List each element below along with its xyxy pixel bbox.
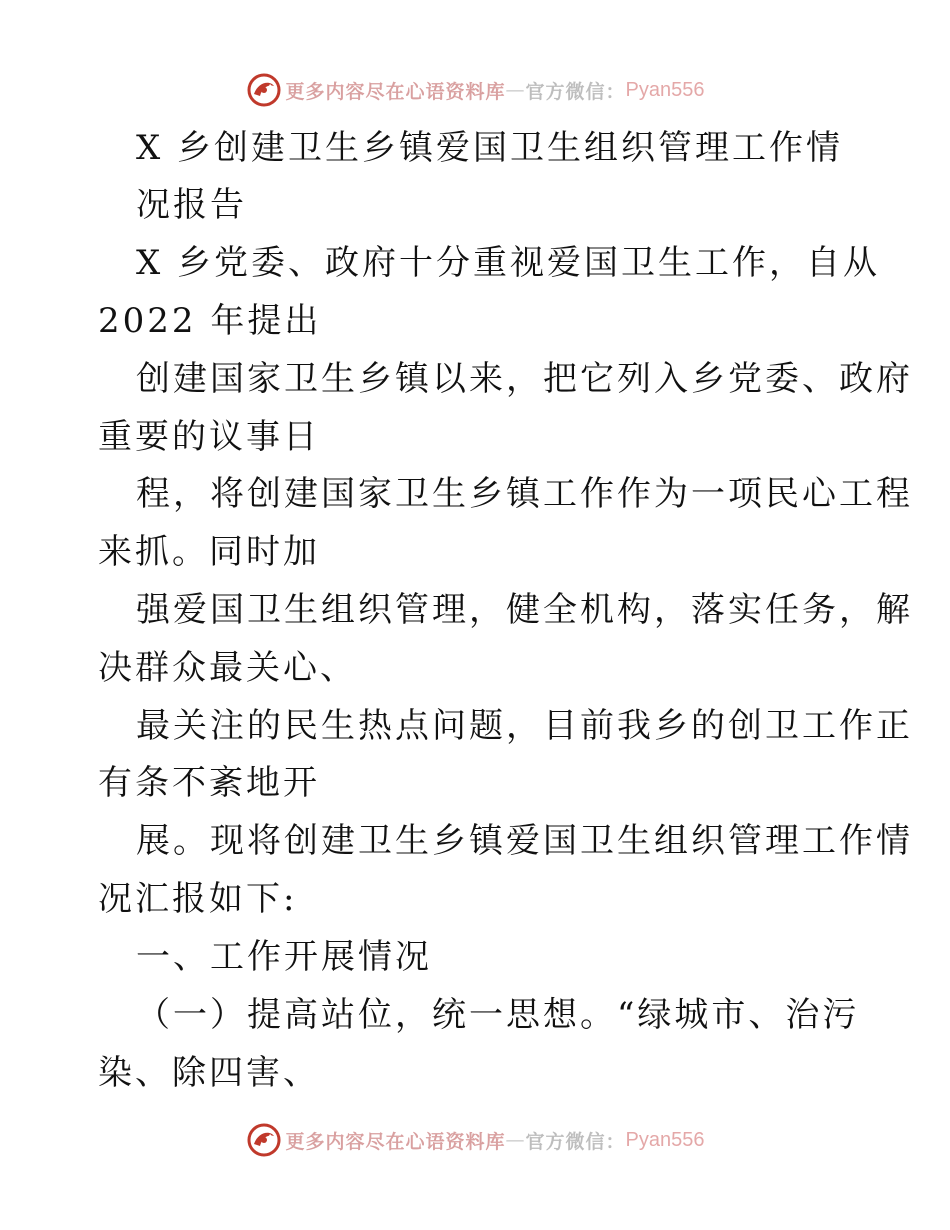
footer-banner bbox=[0, 1120, 950, 1160]
red-swirl-logo-icon bbox=[246, 72, 282, 108]
doc-line: 最关注的民生热点问题，目前我乡的创卫工作正 bbox=[136, 706, 913, 746]
doc-line: 来抓。同时加 bbox=[98, 532, 320, 572]
banner-label: 官方微信： bbox=[525, 80, 626, 103]
doc-line: 一、工作开展情况 bbox=[136, 937, 432, 977]
doc-line: 况汇报如下: bbox=[98, 879, 298, 919]
doc-line: 有条不紊地开 bbox=[98, 763, 320, 803]
doc-line: （一）提高站位，统一思想。“绿城市、治污 bbox=[136, 995, 860, 1035]
banner-label: 官方微信： bbox=[525, 1130, 626, 1153]
banner-text: 更多内容尽在心语资料库 bbox=[285, 1130, 506, 1153]
doc-line: 强爱国卫生组织管理，健全机构，落实任务，解 bbox=[136, 590, 913, 630]
red-swirl-logo-icon bbox=[246, 1122, 282, 1158]
doc-line: 2022 年提出 bbox=[98, 301, 322, 341]
banner-dash: — bbox=[505, 79, 526, 101]
doc-line: 创建国家卫生乡镇以来，把它列入乡党委、政府 bbox=[136, 359, 913, 399]
doc-line: 况报告 bbox=[136, 185, 247, 225]
doc-line: 展。现将创建卫生乡镇爱国卫生组织管理工作情 bbox=[136, 821, 913, 861]
doc-line: X 乡党委、政府十分重视爱国卫生工作，自从 bbox=[136, 243, 881, 283]
banner-dash: — bbox=[505, 1129, 526, 1151]
banner-wechat-id: Pyan556 bbox=[625, 1128, 705, 1151]
doc-line: X 乡创建卫生乡镇爱国卫生组织管理工作情 bbox=[136, 128, 844, 168]
doc-line: 决群众最关心、 bbox=[98, 648, 357, 688]
doc-line: 程，将创建国家卫生乡镇工作作为一项民心工程 bbox=[136, 474, 913, 514]
doc-line: 染、除四害、 bbox=[98, 1053, 320, 1093]
doc-line: 重要的议事日 bbox=[98, 417, 320, 457]
banner-wechat-id: Pyan556 bbox=[625, 78, 705, 101]
banner-text: 更多内容尽在心语资料库 bbox=[285, 80, 506, 103]
header-banner bbox=[0, 70, 950, 110]
